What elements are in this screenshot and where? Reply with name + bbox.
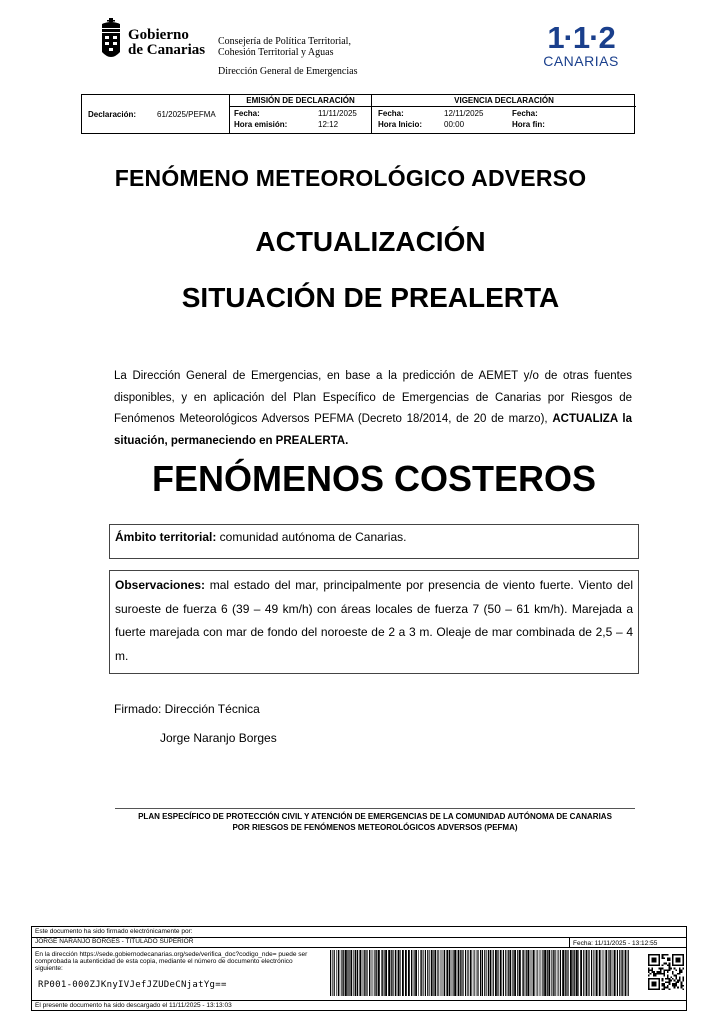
signer-line: JORGE NARANJO BORGES - TITULADO SUPERIOR (35, 938, 194, 945)
ambito-text: comunidad autónoma de Canarias. (216, 530, 407, 544)
observaciones-box (109, 570, 639, 674)
intro-bold-statement: ACTUALIZA la situación, permaneciendo en PREALERTA. (114, 413, 632, 447)
barcode-icon (330, 950, 630, 996)
phenomenon-title: FENÓMENOS COSTEROS (151, 458, 597, 499)
logo-112-number: 1·1·2 (547, 20, 615, 55)
document-code: RP001-000ZJKnyIVJefJZUDeCNjatYg== (38, 980, 227, 990)
ambito-label: Ámbito territorial: (115, 530, 217, 544)
verify-text: En la dirección https://sede.gobiernodecanarias.org/sede/verifica_doc?codigo_nde= puede ser comprobada la autenticidad de esta copia, mediante el número de documento electrónico siguiente: (35, 951, 308, 972)
download-notice: El presente documento ha sido descargado el 11/11/2025 - 13:13:03 (35, 1002, 232, 1009)
government-name: Gobierno de Canarias (128, 27, 206, 58)
vigencia-cell: VIGENCIA DECLARACIÓN Fecha: 12/11/2025 Hora Inicio: 00:00 Fecha: Hora fin: (372, 95, 636, 133)
directorate-name: Dirección General de Emergencias (218, 66, 358, 77)
signature-date: Fecha: 11/11/2025 - 13:12:55 (573, 940, 658, 947)
document-main-title: FENÓMENO METEOROLÓGICO ADVERSO (114, 165, 587, 191)
observaciones-text: mal estado del mar, principalmente por presencia de viento fuerte. Viento del suroeste de fuerza 6 (39 – 49 km/h) con áreas locales de fuerza 7 (50 – 61 km/h). Marejada a fuerte marejada con mar de fondo del noroeste de 2 a 3 m. Oleaje de mar combinada de 2,5 – 4 m. (115, 578, 633, 663)
ambito-territorial-box (109, 524, 639, 559)
intro-paragraph: La Dirección General de Emergencias, en base a la predicción de AEMET y/o de otras fuentes disponibles, y en aplicación del Plan Específico de Emergencias de Canarias por Riesgos de Fenómenos Meteorológicos Adversos PEFMA (Decreto 18/2014, de 20 de marzo), ACTUALIZA la situación, permaneciendo en PREALERTA. (114, 370, 632, 447)
signed-by: Firmado: Dirección Técnica (114, 702, 260, 716)
signer-name: Jorge Naranjo Borges (160, 731, 277, 745)
logo-112-canarias (540, 22, 622, 68)
department-name: Consejería de Política Territorial, Cohesión Territorial y Aguas (218, 36, 351, 58)
observaciones-label: Observaciones: (115, 578, 206, 592)
situation-title: SITUACIÓN DE PREALERTA (181, 282, 560, 313)
emision-cell: EMISIÓN DE DECLARACIÓN Fecha: 11/11/2025 Hora emisión: 12:12 (230, 95, 372, 133)
qr-code-icon (648, 954, 684, 990)
update-title: ACTUALIZACIÓN (255, 226, 486, 257)
logo-112-region: CANARIAS (543, 53, 619, 69)
declaration-id-cell: Declaración: 61/2025/PEFMA (82, 95, 230, 133)
gobierno-canarias-crest-icon (100, 18, 122, 64)
declaration-table (81, 94, 635, 134)
divider (115, 808, 635, 809)
plan-footer-title: PLAN ESPECÍFICO DE PROTECCIÓN CIVIL Y ATENCIÓN DE EMERGENCIAS DE LA COMUNIDAD AUTÓNOMA DE CANARIAS POR RIESGOS DE FENÓMENOS METEOROLÓGICOS ADVERSOS (PEFMA) (138, 812, 612, 832)
signed-notice: Este documento ha sido firmado electrónicamente por: (35, 928, 193, 935)
